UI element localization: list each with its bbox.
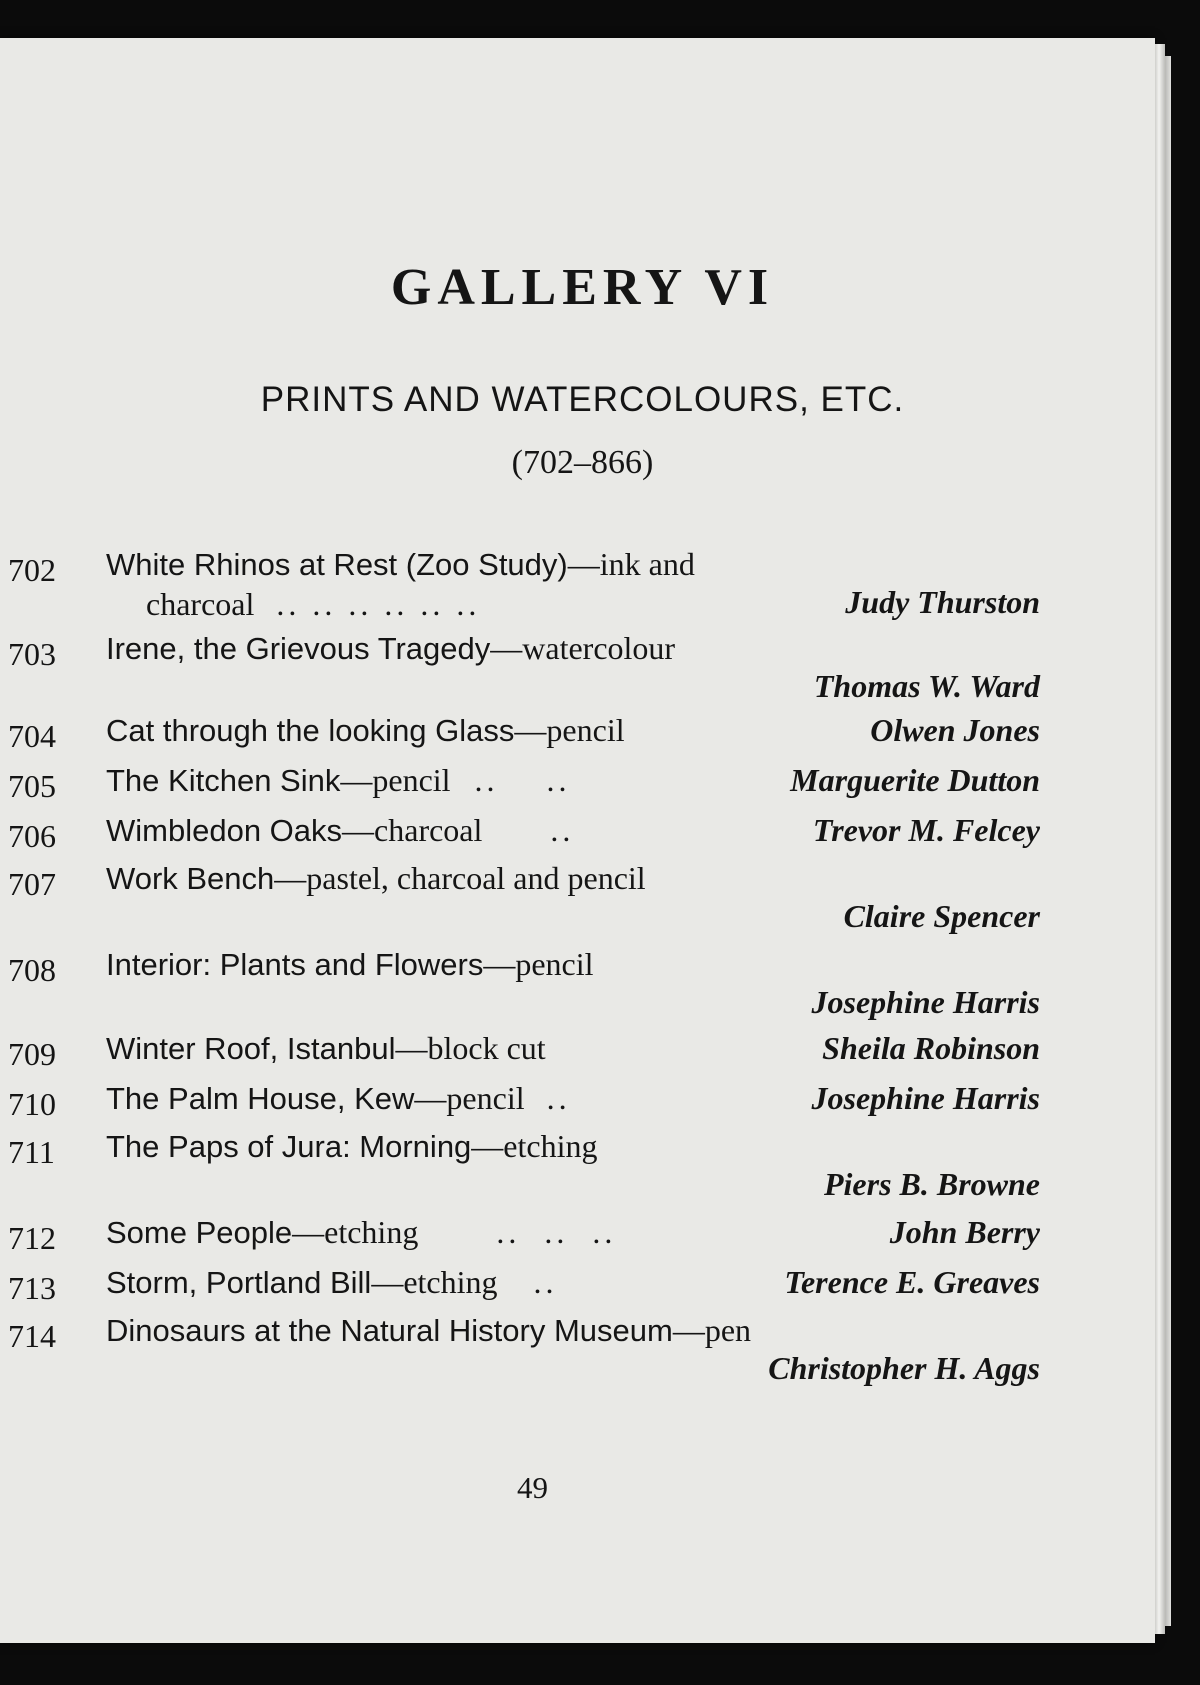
dot-leader: .. .. .. <box>496 1214 617 1250</box>
dot-leader: .. <box>533 1264 558 1300</box>
entry-artist: Claire Spencer <box>843 898 1040 934</box>
catalogue-entry <box>0 546 1040 622</box>
catalogue-range: (702–866) <box>511 444 654 481</box>
entry-line <box>106 1030 546 1067</box>
page-stack-edge <box>1155 44 1165 1634</box>
entry-line <box>106 946 594 983</box>
page-number: 49 <box>517 1470 548 1505</box>
dot-leader: .. .. .. .. .. .. <box>276 586 481 622</box>
entry-medium: —block cut <box>395 1030 546 1066</box>
entry-number: 711 <box>8 1134 55 1170</box>
entry-medium: —watercolour <box>490 630 676 666</box>
entry-artist: Thomas W. Ward <box>813 668 1040 704</box>
entry-title: Some People <box>106 1215 293 1250</box>
catalogue-entry <box>0 712 1040 752</box>
entry-artist: Terence E. Greaves <box>784 1264 1040 1300</box>
entry-medium: —pastel, charcoal and pencil <box>274 860 646 896</box>
entry-number: 709 <box>8 1036 56 1072</box>
catalogue-page <box>0 38 1155 1643</box>
entry-artist: Josephine Harris <box>811 1080 1040 1116</box>
entry-number: 710 <box>8 1086 56 1122</box>
entry-title: Work Bench <box>106 861 275 896</box>
entry-artist: Olwen Jones <box>870 712 1040 748</box>
entry-number: 708 <box>8 952 56 988</box>
entry-artist: Trevor M. Felcey <box>812 812 1040 848</box>
entry-line <box>106 630 675 667</box>
entry-medium: —charcoal <box>342 812 483 848</box>
entry-medium-continuation: charcoal <box>146 586 255 622</box>
catalogue-entry <box>0 1214 1040 1254</box>
entry-number: 713 <box>8 1270 56 1306</box>
section-title: PRINTS AND WATERCOLOURS, ETC. <box>260 380 905 419</box>
entry-title: Wimbledon Oaks <box>106 813 343 848</box>
entry-number: 707 <box>8 866 56 902</box>
catalogue-entry <box>0 1312 1040 1386</box>
catalogue-entry <box>0 860 1040 934</box>
entry-medium: —ink and <box>567 546 695 582</box>
entry-medium: —pen <box>672 1312 752 1348</box>
entry-line <box>106 812 574 849</box>
entry-title: Storm, Portland Bill <box>106 1265 372 1300</box>
entry-artist: Marguerite Dutton <box>790 762 1040 798</box>
entry-title: Interior: Plants and Flowers <box>106 947 484 982</box>
dot-leader: .. .. <box>474 762 571 798</box>
entry-line <box>106 1312 751 1349</box>
catalogue-entry <box>0 1030 1040 1070</box>
entry-medium: —pencil <box>414 1080 525 1116</box>
entry-number: 704 <box>8 718 56 754</box>
entry-line <box>106 546 695 583</box>
entry-title: The Palm House, Kew <box>106 1081 415 1116</box>
dot-leader: .. <box>550 812 575 848</box>
entry-artist: Josephine Harris <box>811 984 1040 1020</box>
entry-number: 714 <box>8 1318 56 1354</box>
entry-medium: —pencil <box>340 762 451 798</box>
catalogue-entry <box>0 1128 1040 1202</box>
entry-number: 703 <box>8 636 56 672</box>
entry-medium: —etching <box>471 1128 598 1164</box>
entry-artist: Christopher H. Aggs <box>768 1350 1040 1386</box>
entry-artist: Judy Thurston <box>845 584 1040 620</box>
entry-line <box>106 712 625 749</box>
entry-line <box>106 1264 558 1301</box>
entry-artist: Sheila Robinson <box>822 1030 1040 1066</box>
entry-title: Cat through the looking Glass <box>106 713 515 748</box>
dot-leader: .. <box>546 1080 571 1116</box>
gallery-title: GALLERY VI <box>390 259 775 316</box>
entry-line <box>106 1214 616 1251</box>
catalogue-entry <box>0 630 1040 704</box>
entry-line <box>106 860 646 897</box>
entry-number: 706 <box>8 818 56 854</box>
catalogue-entry <box>0 762 1040 802</box>
catalogue-entry <box>0 1080 1040 1120</box>
entry-title: White Rhinos at Rest (Zoo Study) <box>106 547 568 582</box>
entry-medium: —etching <box>292 1214 419 1250</box>
entry-number: 705 <box>8 768 56 804</box>
entry-medium: —etching <box>371 1264 498 1300</box>
page-stack-edge <box>1165 56 1171 1626</box>
entry-artist: John Berry <box>889 1214 1040 1250</box>
entry-medium: —pencil <box>483 946 594 982</box>
catalogue-entry <box>0 1264 1040 1304</box>
entry-title: The Kitchen Sink <box>106 763 341 798</box>
entry-title: Dinosaurs at the Natural History Museum <box>106 1313 673 1348</box>
entry-line <box>106 1128 597 1165</box>
entry-title: Irene, the Grievous Tragedy <box>106 631 491 666</box>
entry-continuation-line <box>146 586 480 623</box>
catalogue-entry <box>0 812 1040 852</box>
entry-line <box>106 762 571 799</box>
catalogue-entry <box>0 946 1040 1020</box>
entry-medium: —pencil <box>514 712 625 748</box>
entry-title: The Paps of Jura: Morning <box>106 1129 472 1164</box>
entry-artist: Piers B. Browne <box>823 1166 1040 1202</box>
entry-number: 702 <box>8 552 56 588</box>
entry-line <box>106 1080 571 1117</box>
entry-title: Winter Roof, Istanbul <box>106 1031 396 1066</box>
entry-number: 712 <box>8 1220 56 1256</box>
